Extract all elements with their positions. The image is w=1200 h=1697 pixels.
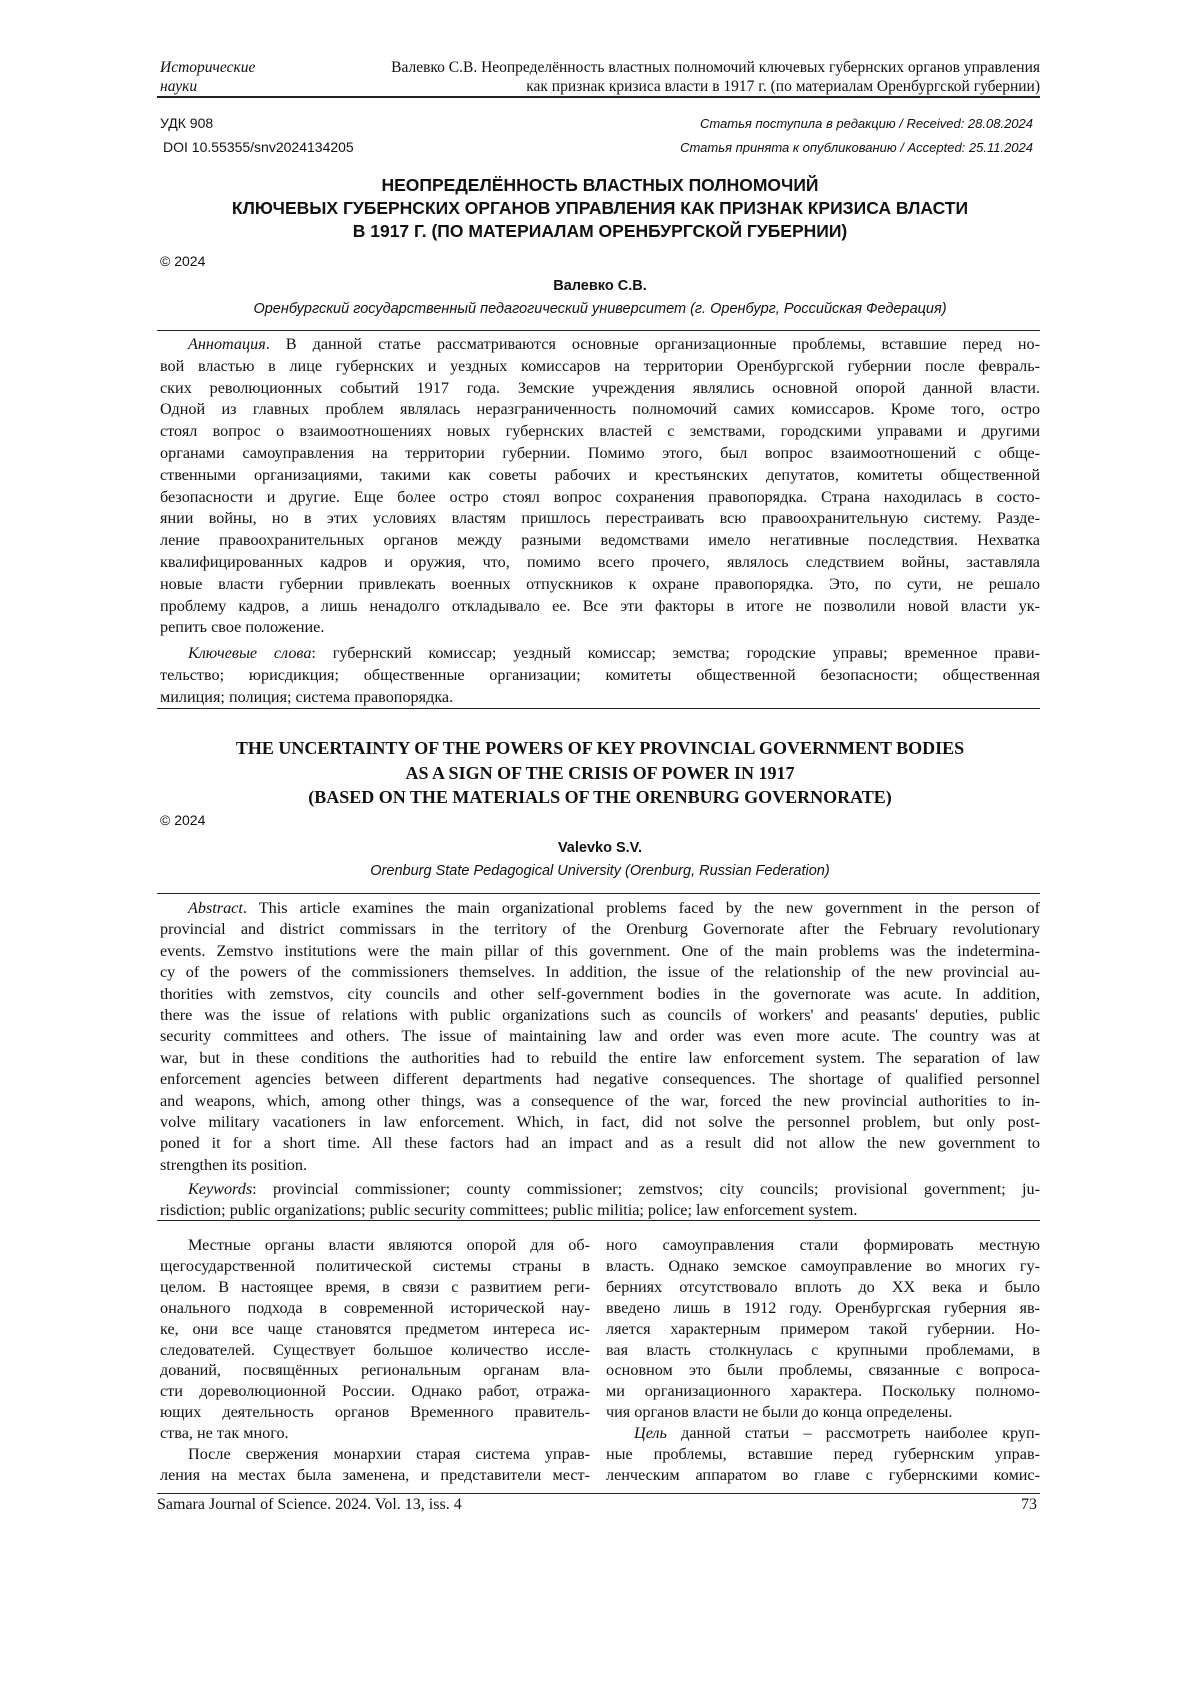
line-text: органами самоуправления на территории губернии. Помимо этого, был вопрос взаимоотношений с обще- <box>160 444 1040 462</box>
lead-label: Аннотация <box>188 335 266 353</box>
text-line <box>160 686 1040 708</box>
text-line <box>160 1133 1040 1154</box>
keywords-en <box>160 1179 1040 1220</box>
line-text: : provincial commissioner; county commissioner; zemstvos; city councils; provisional government; ju- <box>252 1180 1040 1198</box>
line-text: берниях отсутствовало вплоть до XX века и было <box>606 1278 1040 1296</box>
text-line <box>160 1256 590 1277</box>
text-line <box>606 1360 1040 1381</box>
line-text: war, but in these conditions the authorities had to rebuild the entire law enforcement system. The separation of law <box>160 1049 1040 1067</box>
copyright-en: © 2024 <box>160 812 205 828</box>
abstract-ru <box>160 334 1040 639</box>
line-text: ке, они все чаще становятся предметом интереса ис- <box>160 1320 590 1338</box>
text-line <box>160 378 1040 400</box>
doi: DOI 10.55355/snv2024134205 <box>163 139 354 155</box>
text-line <box>160 642 1040 664</box>
rule <box>157 1220 1040 1221</box>
text-line <box>160 941 1040 962</box>
rule <box>157 330 1040 331</box>
text-line <box>160 919 1040 940</box>
line-text: квалифицированных кадров и оружия, что, помимо всего прочего, являлось следствием войны, заставляла <box>160 553 1040 571</box>
text-line <box>160 1200 1040 1221</box>
line-text: strengthen its position. <box>160 1156 307 1174</box>
footer-rule <box>157 1493 1040 1494</box>
line-text: тельство; юрисдикция; общественные организации; комитеты общественной безопасности; общественная <box>160 666 1040 684</box>
text-line <box>606 1381 1040 1402</box>
running-title-line: как признак кризиса власти в 1917 г. (по материалам Оренбургской губернии) <box>320 77 1040 96</box>
keywords-ru <box>160 642 1040 708</box>
section-line: Исторические <box>160 58 255 77</box>
text-line <box>606 1298 1040 1319</box>
rule <box>157 708 1040 709</box>
line-text: вой властью в лице губернских и уездных комиссаров на территории Оренбургской губернии после февраль- <box>160 357 1040 375</box>
header-rule <box>157 96 1040 98</box>
accepted-date: Статья принята к опубликованию / Accepted: 25.11.2024 <box>680 140 1033 155</box>
title-line: КЛЮЧЕВЫХ ГУБЕРНСКИХ ОРГАНОВ УПРАВЛЕНИЯ КАК ПРИЗНАК КРИЗИСА ВЛАСТИ <box>160 197 1040 220</box>
line-text: and weapons, which, among other things, was a consequence of the war, forced the new provincial authorities to in- <box>160 1092 1040 1110</box>
article-title-en <box>160 736 1040 810</box>
text-line <box>160 596 1040 618</box>
author-en: Valevko S.V. <box>160 840 1040 856</box>
footer-journal: Samara Journal of Science. 2024. Vol. 13, iss. 4 <box>157 1496 462 1514</box>
line-text: ства, не так много. <box>160 1424 289 1442</box>
text-line <box>606 1277 1040 1298</box>
line-text: После свержения монархии старая система управ- <box>188 1445 590 1463</box>
text-line <box>160 421 1040 443</box>
line-text: . В данной статье рассматриваются основные организационные проблемы, вставшие перед но- <box>266 335 1040 353</box>
line-text: онального подхода в современной исторической нау- <box>160 1299 590 1317</box>
text-line <box>160 984 1040 1005</box>
text-line <box>160 530 1040 552</box>
text-line <box>606 1444 1040 1465</box>
line-text: данной статьи – рассмотреть наиболее круп- <box>667 1424 1040 1442</box>
lead-label: Цель <box>634 1424 667 1442</box>
section-line: науки <box>160 77 255 96</box>
line-text: следователей. Существует большое количество иссле- <box>160 1341 590 1359</box>
lead-label: Keywords <box>188 1180 252 1198</box>
text-line <box>160 334 1040 356</box>
text-line <box>606 1340 1040 1361</box>
lead-label: Ключевые слова <box>188 644 311 662</box>
page-number: 73 <box>1021 1496 1037 1514</box>
text-line <box>160 1112 1040 1133</box>
title-line: AS A SIGN OF THE CRISIS OF POWER IN 1917 <box>160 761 1040 786</box>
text-line <box>160 1048 1040 1069</box>
line-text: вая власть столкнулась с крупными проблемами, в <box>606 1341 1040 1359</box>
article-title-ru <box>160 174 1040 243</box>
line-text: щегосударственной политической системы страны в <box>160 1257 590 1275</box>
running-title <box>320 58 1040 96</box>
text-line <box>606 1319 1040 1340</box>
line-text: enforcement agencies between different departments had negative consequences. The shortage of qualified personnel <box>160 1070 1040 1088</box>
text-line <box>160 1381 590 1402</box>
line-text: ляется характерным примером такой губернии. Но- <box>606 1320 1040 1338</box>
text-line <box>160 1319 590 1340</box>
line-text: . This article examines the main organizational problems faced by the new government in the person of <box>243 899 1040 917</box>
text-line <box>606 1465 1040 1486</box>
line-text: милиция; полиция; система правопорядка. <box>160 688 453 706</box>
line-text: ми организационного характера. Поскольку полномо- <box>606 1382 1040 1400</box>
line-text: thorities with zemstvos, city councils and other self-government bodies in the governorate was acute. In addition, <box>160 985 1040 1003</box>
line-text: чия органов власти не были до конца определены. <box>606 1403 952 1421</box>
copyright-ru: © 2024 <box>160 253 205 269</box>
line-text: Одной из главных проблем являлась неразграниченность полномочий самих комиссаров. Кроме того, остро <box>160 400 1040 418</box>
line-text: репить свое положение. <box>160 618 324 636</box>
line-text: введено лишь в 1912 году. Оренбургская губерния яв- <box>606 1299 1040 1317</box>
title-line: (BASED ON THE MATERIALS OF THE ORENBURG GOVERNORATE) <box>160 785 1040 810</box>
text-line <box>160 465 1040 487</box>
text-line <box>160 487 1040 509</box>
text-line <box>160 508 1040 530</box>
abstract-en <box>160 898 1040 1176</box>
udk: УДК 908 <box>160 115 213 131</box>
text-line <box>160 898 1040 919</box>
text-line <box>160 1465 590 1486</box>
text-line <box>160 574 1040 596</box>
line-text: ственными организациями, такими как советы рабочих и крестьянских депутатов, комитеты общественной <box>160 466 1040 484</box>
affiliation-ru: Оренбургский государственный педагогический университет (г. Оренбург, Российская Федерация) <box>160 301 1040 317</box>
text-line <box>606 1402 1040 1423</box>
line-text: целом. В настоящее время, в связи с развитием реги- <box>160 1278 590 1296</box>
text-line <box>160 1423 590 1444</box>
line-text: there was the issue of relations with public organizations such as councils of workers' and peasants' deputies, public <box>160 1006 1040 1024</box>
text-line <box>160 1179 1040 1200</box>
line-text: security committees and others. The issue of maintaining law and order was even more acute. The country was at <box>160 1027 1040 1045</box>
text-line <box>606 1423 1040 1444</box>
line-text: сти дореволюционной России. Однако работ, отража- <box>160 1382 590 1400</box>
text-line <box>160 1360 590 1381</box>
line-text: ного самоуправления стали формировать местную <box>606 1236 1040 1254</box>
text-line <box>606 1256 1040 1277</box>
line-text: стоял вопрос о взаимоотношениях новых губернских властей с земствами, городскими управами и другими <box>160 422 1040 440</box>
line-text: ских революционных событий 1917 года. Земские учреждения являлись основной опорой данной власти. <box>160 379 1040 397</box>
text-line <box>160 962 1040 983</box>
line-text: : губернский комиссар; уездный комиссар; земства; городские управы; временное прави- <box>311 644 1040 662</box>
line-text: дований, посвящённых региональным органам вла- <box>160 1361 590 1379</box>
line-text: events. Zemstvo institutions were the main pillar of this government. One of the main problems was the indetermina- <box>160 942 1040 960</box>
journal-section <box>160 58 255 96</box>
text-line <box>160 356 1040 378</box>
line-text: ющих деятельность органов Временного правитель- <box>160 1403 590 1421</box>
text-line <box>160 1026 1040 1047</box>
line-text: poned it for a short time. All these factors had an impact and as a result did not allow the new government to <box>160 1134 1040 1152</box>
text-line <box>160 1091 1040 1112</box>
title-line: НЕОПРЕДЕЛЁННОСТЬ ВЛАСТНЫХ ПОЛНОМОЧИЙ <box>160 174 1040 197</box>
text-line <box>160 1277 590 1298</box>
line-text: ленческим аппаратом во главе с губернскими комис- <box>606 1466 1040 1484</box>
text-line <box>160 1235 590 1256</box>
text-line <box>160 1005 1040 1026</box>
line-text: risdiction; public organizations; public security committees; public militia; police; law enforcement system. <box>160 1201 857 1219</box>
received-date: Статья поступила в редакцию / Received: 28.08.2024 <box>700 116 1033 131</box>
affiliation-en: Orenburg State Pedagogical University (Orenburg, Russian Federation) <box>160 863 1040 879</box>
author-ru: Валевко С.В. <box>160 278 1040 294</box>
line-text: безопасности и другие. Еще более остро стоял вопрос сохранения правопорядка. Страна находилась в состо- <box>160 488 1040 506</box>
line-text: cy of the powers of the commissioners themselves. In addition, the issue of the relationship of the new provincial au- <box>160 963 1040 981</box>
text-line <box>160 443 1040 465</box>
text-line <box>160 1298 590 1319</box>
text-line <box>160 1402 590 1423</box>
line-text: provincial and district commissars in the territory of the Orenburg Governorate after the February revolutionary <box>160 920 1040 938</box>
line-text: ление правоохранительных органов между разными ведомствами имело негативные последствия. Нехватка <box>160 531 1040 549</box>
body-column-left <box>160 1235 590 1486</box>
line-text: янии войны, но в этих условиях властям пришлось перестраивать всю правоохранительную систему. Разде- <box>160 509 1040 527</box>
line-text: Местные органы власти являются опорой для об- <box>188 1236 590 1254</box>
text-line <box>160 664 1040 686</box>
text-line <box>160 1069 1040 1090</box>
text-line <box>160 1155 1040 1176</box>
rule <box>157 893 1040 894</box>
text-line <box>606 1235 1040 1256</box>
title-line: В 1917 Г. (ПО МАТЕРИАЛАМ ОРЕНБУРГСКОЙ ГУБЕРНИИ) <box>160 220 1040 243</box>
lead-label: Abstract <box>188 899 243 917</box>
body-column-right <box>606 1235 1040 1486</box>
text-line <box>160 1340 590 1361</box>
text-line <box>160 552 1040 574</box>
line-text: власть. Однако земское самоуправление во многих гу- <box>606 1257 1040 1275</box>
line-text: новые власти губернии привлекать военных отпускников к охране правопорядка. Это, по сути, не решало <box>160 575 1040 593</box>
title-line: THE UNCERTAINTY OF THE POWERS OF KEY PROVINCIAL GOVERNMENT BODIES <box>160 736 1040 761</box>
line-text: основном это были проблемы, связанные с вопроса- <box>606 1361 1040 1379</box>
text-line <box>160 617 1040 639</box>
line-text: volve military vacationers in law enforcement. Which, in fact, did not solve the personnel problem, but only post- <box>160 1113 1040 1131</box>
text-line <box>160 399 1040 421</box>
line-text: ные проблемы, вставшие перед губернским управ- <box>606 1445 1040 1463</box>
line-text: ления на местах была заменена, и представители мест- <box>160 1466 590 1484</box>
running-title-line: Валевко С.В. Неопределённость властных полномочий ключевых губернских органов управления <box>320 58 1040 77</box>
text-line <box>160 1444 590 1465</box>
line-text: проблему кадров, а лишь ненадолго откладывало ее. Все эти факторы в итоге не позволили новой власти ук- <box>160 597 1040 615</box>
